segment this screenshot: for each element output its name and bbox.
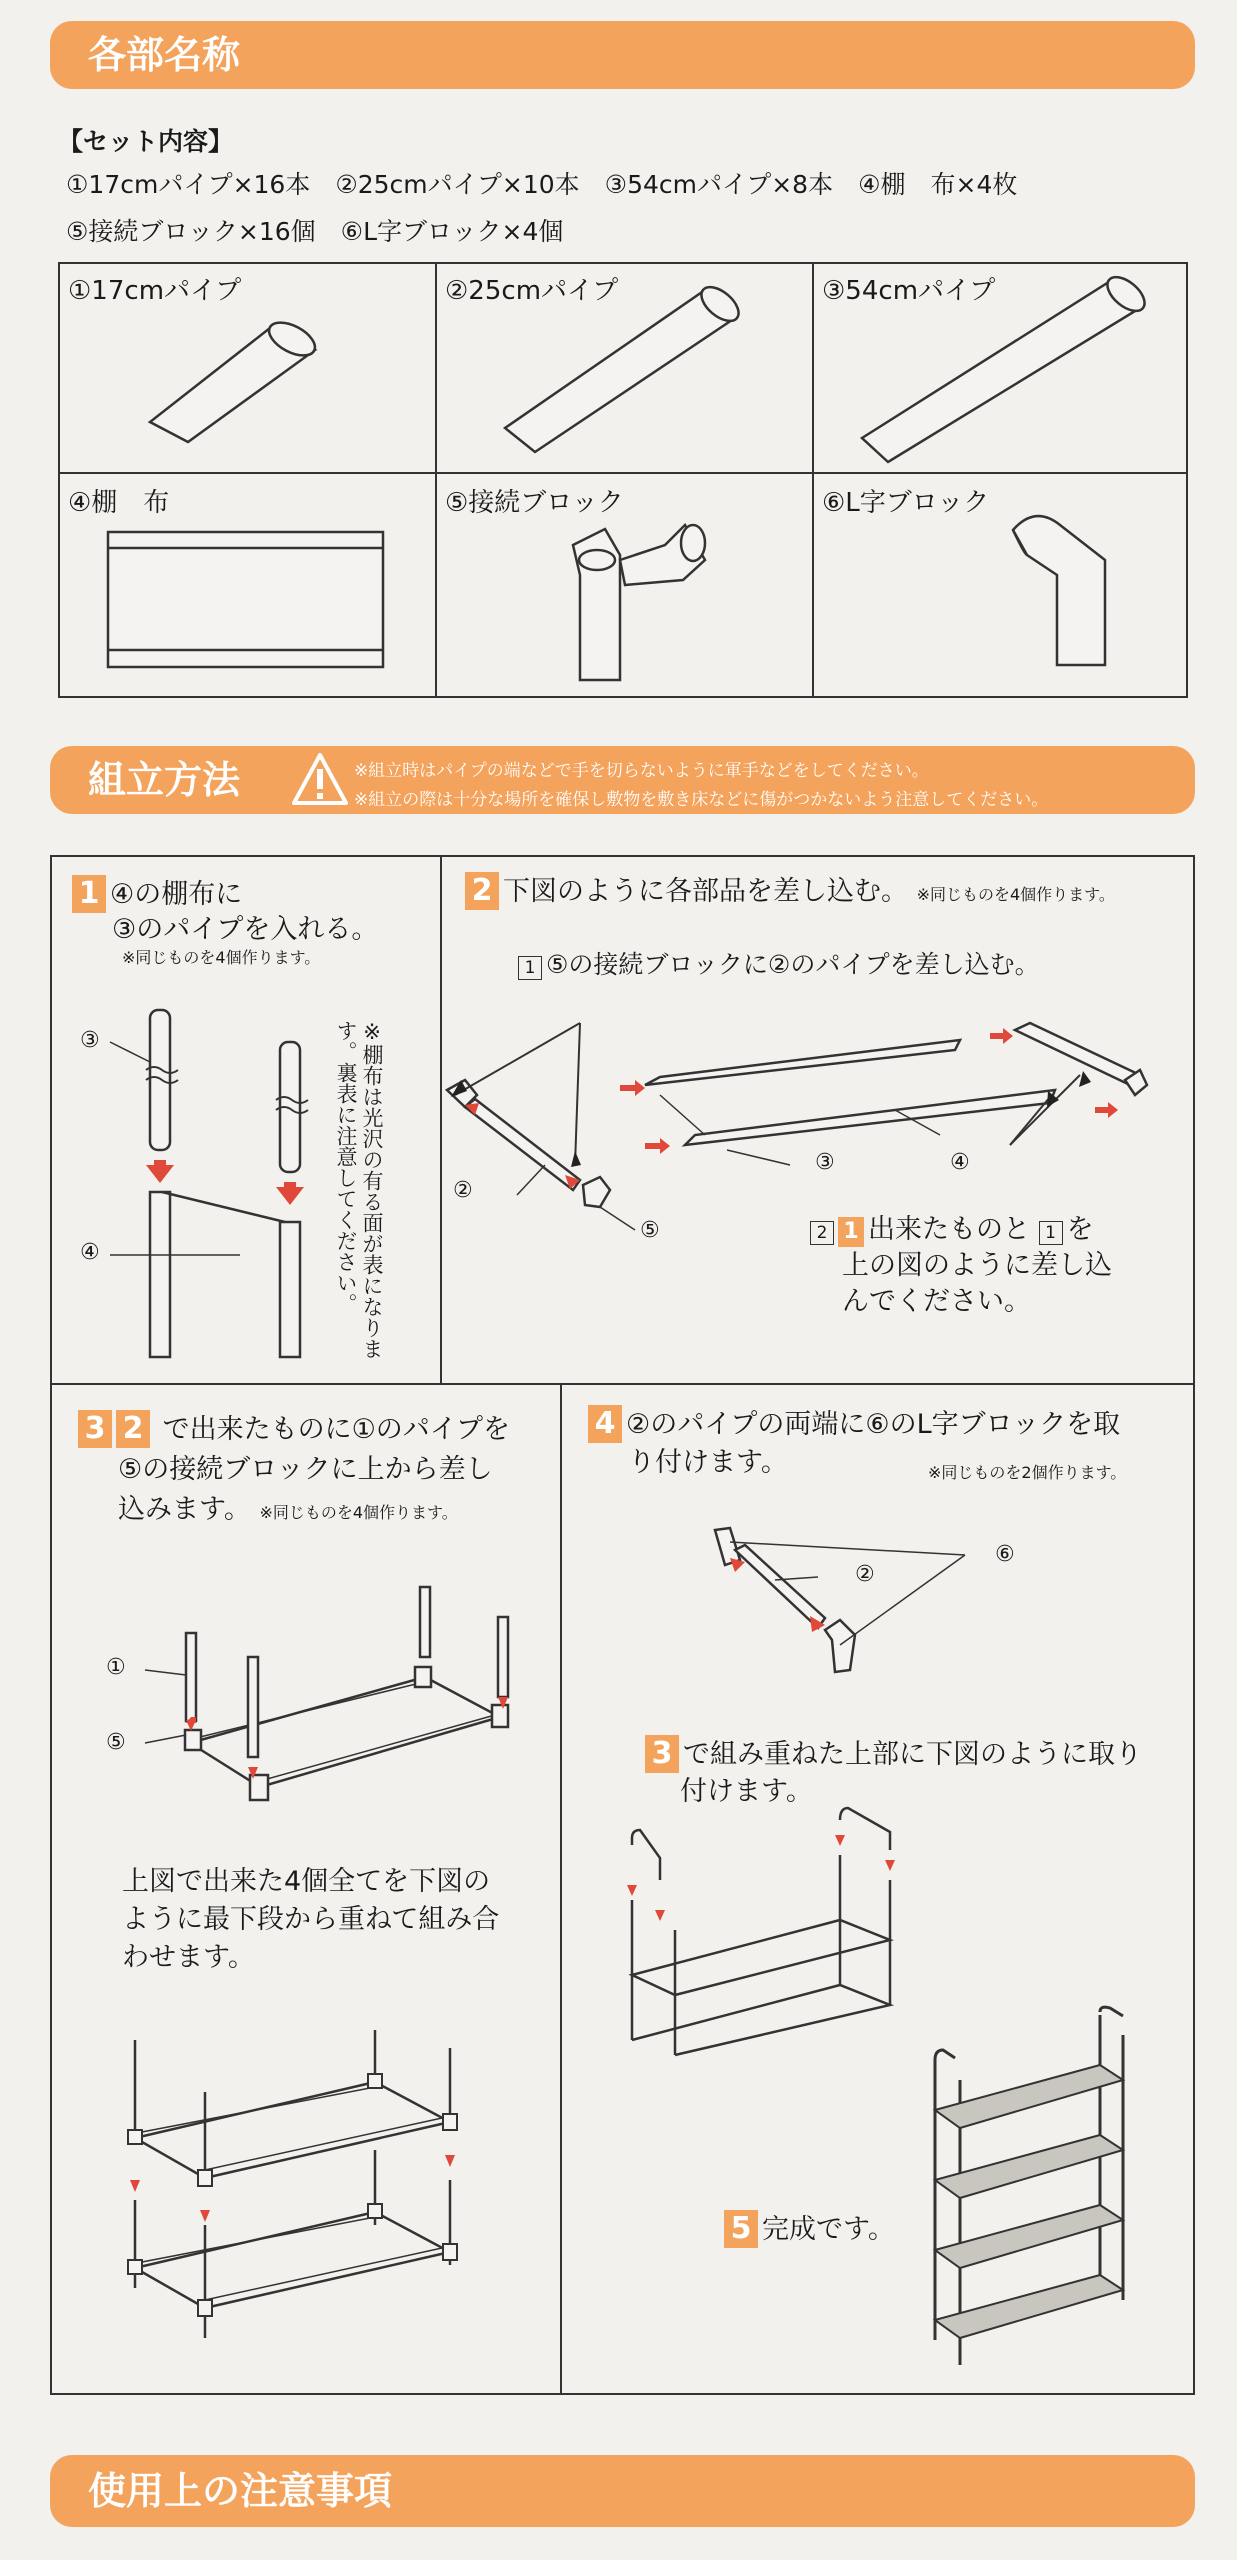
- step-4-line-1: ②のパイプの両端に⑥のL字ブロックを取: [626, 1409, 1121, 1440]
- frame-divider: [560, 1383, 562, 2395]
- step-3-line-1: で出来たものに①のパイプを: [162, 1414, 510, 1445]
- connector-block-illustration: [565, 515, 710, 685]
- part-label-connector: ⑤接続ブロック: [445, 488, 624, 518]
- step-1-number: 1: [72, 875, 106, 913]
- step-2-header: [465, 872, 1115, 915]
- step-2-sub-2: [810, 1210, 1094, 1250]
- step-4-attach-ref: 3: [645, 1735, 679, 1773]
- step-3-stack-line-3: わせます。: [122, 1942, 255, 1973]
- step-2-sub-2-end: を: [1066, 1214, 1094, 1245]
- part-label-pipe-54: ③54cmパイプ: [822, 276, 996, 306]
- step-2-title: 下図のように各部品を差し込む。: [503, 876, 908, 907]
- step-3-label-connector: ⑤: [106, 1730, 126, 1755]
- warning-line-2: ※組立の際は十分な場所を確保し敷物を敷き床などに傷がつかないよう注意してください。: [354, 790, 1049, 810]
- step-4-label-l-block: ⑥: [995, 1542, 1015, 1567]
- step-1-diagram: [80, 1000, 340, 1360]
- part-label-pipe-17: ①17cmパイプ: [68, 276, 242, 306]
- step-2-label-connector: ⑤: [640, 1218, 660, 1243]
- warning-line-1: ※組立時はパイプの端などで手を切らないように軍手などをしてください。: [354, 761, 929, 781]
- l-block-illustration: [1005, 505, 1125, 675]
- step-2-number: 2: [465, 872, 499, 910]
- parts-section-banner: [50, 21, 1195, 89]
- step-4-number: 4: [588, 1405, 622, 1443]
- step-4-attach-diagram: [620, 1790, 920, 2050]
- caution-section-title: 使用上の注意事項: [88, 2469, 393, 2513]
- step-1-vertical-note: ※棚布は光沢の有る面が表になります。裏表に注意してください。: [334, 1020, 384, 1359]
- step-4-note: ※同じものを2個作ります。: [928, 1463, 1127, 1482]
- step-2-sub-2-line-2: 上の図のように差し込: [842, 1250, 1112, 1281]
- step-5-number: 5: [724, 2210, 758, 2248]
- step-1-header: [72, 875, 242, 915]
- step-1-line-2: ③のパイプを入れる。: [112, 914, 379, 945]
- step-3-line-2: ⑤の接続ブロックに上から差し: [118, 1454, 493, 1485]
- grid-divider: [58, 472, 1188, 474]
- step-2-label-pipe-25: ②: [453, 1178, 473, 1203]
- part-label-shelf-cloth: ④棚 布: [68, 488, 170, 518]
- step-4-header: [588, 1405, 1120, 1445]
- step-2-label-pipe-54: ③: [815, 1150, 835, 1175]
- step-5-header: [724, 2210, 895, 2250]
- shelf-cloth-illustration: [100, 528, 390, 673]
- step-3-note: ※同じものを4個作ります。: [259, 1503, 458, 1522]
- step-4-attach-header: [645, 1735, 1142, 1775]
- part-label-l-block: ⑥L字ブロック: [822, 488, 990, 518]
- pipe-54-illustration: [850, 270, 1150, 470]
- step-3-header: [78, 1410, 510, 1450]
- step-2-sub-2-ref-2: 1: [1039, 1221, 1063, 1245]
- step-2-sub-1-number: 1: [518, 956, 542, 980]
- step-3-stack-line-1: 上図で出来た4個全てを下図の: [122, 1866, 491, 1897]
- part-label-pipe-25: ②25cmパイプ: [445, 276, 619, 306]
- step-4-line-2: り付けます。: [628, 1447, 788, 1478]
- step-3-stack-diagram: [120, 2020, 520, 2350]
- grid-divider: [812, 262, 814, 698]
- step-2-note: ※同じものを4個作ります。: [916, 885, 1115, 904]
- step-2-sub-2-number: 2: [810, 1221, 834, 1245]
- step-2-label-cloth: ④: [950, 1150, 970, 1175]
- step-1-label-pipe: ③: [80, 1028, 100, 1053]
- set-contents-heading: 【セット内容】: [58, 127, 234, 156]
- step-4-attach-line-1: で組み重ねた上部に下図のように取り: [683, 1739, 1142, 1770]
- step-3-line-3-wrap: [118, 1490, 458, 1533]
- step-3-number: 3: [78, 1410, 112, 1448]
- step-3-diagram: [100, 1575, 540, 1805]
- pipe-25-illustration: [495, 280, 755, 460]
- set-contents-line-2: ⑤接続ブロック×16個 ⑥L字ブロック×4個: [66, 217, 564, 246]
- step-1-line-1: ④の棚布に: [110, 879, 243, 910]
- step-4-label-pipe-25: ②: [855, 1562, 875, 1587]
- parts-section-title: 各部名称: [88, 33, 241, 77]
- step-3-line-3: 込みます。: [118, 1494, 251, 1525]
- step-4-attach-line-2: 付けます。: [680, 1776, 813, 1807]
- step-3-stack-line-2: ように最下段から重ねて組み合: [122, 1904, 500, 1935]
- step-2-sub-2-line-3: んでください。: [842, 1286, 1031, 1317]
- step-2-sub-1-text: ⑤の接続ブロックに②のパイプを差し込む。: [546, 950, 1040, 979]
- grid-divider: [435, 262, 437, 698]
- assembly-section-title: 組立方法: [88, 758, 241, 802]
- step-2-sub-2-mid: 出来たものと: [868, 1214, 1030, 1245]
- finished-rack-illustration: [915, 2000, 1155, 2380]
- step-5-text: 完成です。: [762, 2214, 895, 2245]
- step-4-diagram: [700, 1520, 1080, 1700]
- caution-section-banner: [50, 2455, 1195, 2527]
- step-3-ref: 2: [116, 1410, 150, 1448]
- warning-icon: [290, 751, 350, 809]
- pipe-17-illustration: [140, 310, 340, 460]
- frame-divider: [50, 1383, 1195, 1385]
- step-3-label-pipe-17: ①: [106, 1655, 126, 1680]
- step-1-note: ※同じものを4個作ります。: [122, 948, 321, 967]
- set-contents-line-1: ①17cmパイプ×16本 ②25cmパイプ×10本 ③54cmパイプ×8本 ④棚 布×4枚: [66, 170, 1018, 199]
- step-2-sub-1: [518, 945, 1040, 985]
- step-2-sub-2-ref: 1: [838, 1217, 864, 1247]
- step-1-label-cloth: ④: [80, 1240, 100, 1265]
